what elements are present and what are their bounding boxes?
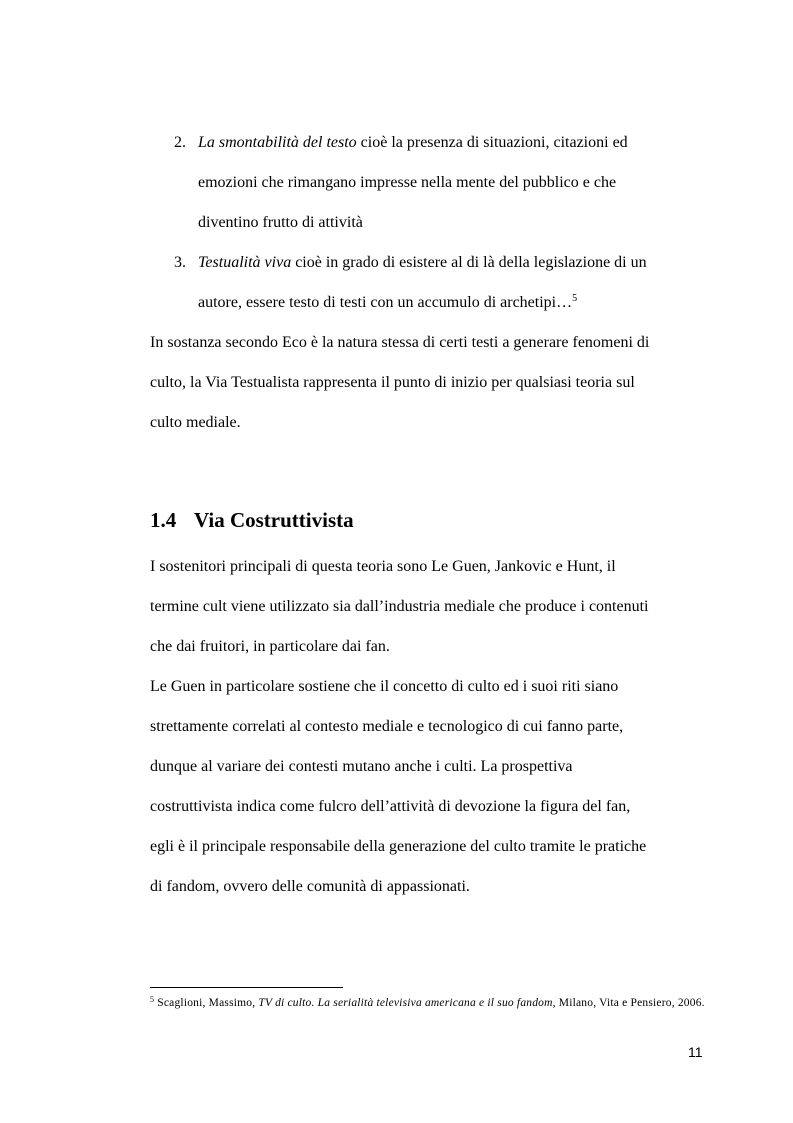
- paragraph-2-line-3: che dai fruitori, in particolare dai fan.: [150, 638, 390, 655]
- footnote-author: Scaglioni, Massimo,: [154, 997, 259, 1009]
- list-item-3-text-2: autore, essere testo di testi con un accumulo di archetipi…: [198, 294, 573, 311]
- paragraph-2-line-2: termine cult viene utilizzato sia dall’industria mediale che produce i contenuti: [150, 598, 649, 615]
- list-item-2-line-3: diventino frutto di attività: [198, 214, 363, 231]
- paragraph-3-line-2: strettamente correlati al contesto mediale e tecnologico di cui fanno parte,: [150, 718, 624, 735]
- list-item-3-line-1: [198, 253, 647, 273]
- list-item-2-text: cioè la presenza di situazioni, citazioni ed: [356, 134, 628, 151]
- paragraph-2-line-1: I sostenitori principali di questa teoria sono Le Guen, Jankovic e Hunt, il: [150, 558, 616, 575]
- list-item-3-text: cioè in grado di esistere al di là della legislazione di un: [291, 254, 647, 271]
- list-item-3-italic: Testualità viva: [198, 254, 292, 271]
- section-number: 1.4: [150, 508, 177, 532]
- list-item-2-line-2: emozioni che rimangano impresse nella mente del pubblico e che: [198, 174, 617, 191]
- paragraph-3-line-3: dunque al variare dei contesti mutano anche i culti. La prospettiva: [150, 758, 573, 775]
- paragraph-3-line-5: egli è il principale responsabile della generazione del culto tramite le pratiche: [150, 838, 647, 855]
- footnote-marker: 5: [150, 995, 155, 1004]
- paragraph-3-line-6: di fandom, ovvero delle comunità di appassionati.: [150, 878, 470, 895]
- footnote-separator: [150, 987, 343, 988]
- list-item-2-italic: La smontabilità del testo: [198, 134, 357, 151]
- footnote-title: TV di culto. La serialità televisiva americana e il suo fandom: [258, 997, 553, 1009]
- list-number-2: 2.: [174, 134, 186, 151]
- paragraph-3-line-4: costruttivista indica come fulcro dell’attività di devozione la figura del fan,: [150, 798, 631, 815]
- paragraph-3-line-1: Le Guen in particolare sostiene che il concetto di culto ed i suoi riti siano: [150, 678, 619, 695]
- footnote-rest: , Milano, Vita e Pensiero, 2006.: [552, 997, 705, 1009]
- section-title: Via Costruttivista: [194, 508, 354, 532]
- section-heading: [150, 507, 354, 533]
- footnote: [150, 995, 706, 1012]
- paragraph-1-line-2: culto, la Via Testualista rappresenta il punto di inizio per qualsiasi teoria sul: [150, 374, 635, 391]
- list-number-3: 3.: [174, 254, 186, 271]
- list-item-2-line-1: [198, 133, 628, 153]
- paragraph-1-line-3: culto mediale.: [150, 414, 241, 431]
- list-item-3-line-2: [198, 293, 577, 313]
- footnote-reference[interactable]: 5: [572, 293, 578, 304]
- page-number: 11: [688, 1044, 703, 1060]
- paragraph-1-line-1: In sostanza secondo Eco è la natura stessa di certi testi a generare fenomeni di: [150, 334, 650, 351]
